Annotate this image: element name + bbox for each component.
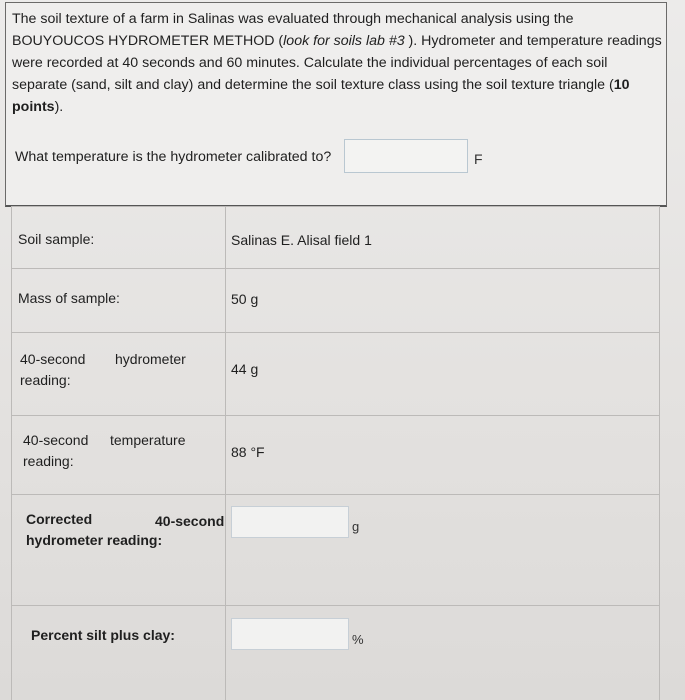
percent-silt-clay-unit: % <box>352 632 364 647</box>
hydrometer-value: 44 g <box>231 361 259 377</box>
intro-line-2-em: look for soils lab #3 <box>283 33 405 49</box>
mass-label: Mass of sample: <box>18 290 120 306</box>
table-cell-label <box>12 606 226 700</box>
hydrometer-label-c: reading: <box>20 372 71 388</box>
intro-line-2a: BOUYOUCOS HYDROMETER METHOD ( <box>12 33 284 49</box>
table-cell-value <box>226 207 660 269</box>
percent-silt-clay-label: Percent silt plus clay: <box>31 627 175 643</box>
temperature-question-label: What temperature is the hydrometer calibrated to? <box>15 149 332 165</box>
intro-line-4b: 10 <box>613 77 630 93</box>
intro-line-4a: separate (sand, silt and clay) and determine the soil texture class using the soil texture triangle ( <box>12 77 614 93</box>
table-row <box>12 606 660 700</box>
intro-line-1: The soil texture of a farm in Salinas was evaluated through mechanical analysis using the <box>12 11 574 27</box>
temperature-label-a: 40-second <box>23 432 89 448</box>
data-table <box>11 206 660 700</box>
hydrometer-label-a: 40-second <box>20 351 86 367</box>
question-text <box>12 8 662 118</box>
soil-sample-label: Soil sample: <box>18 231 95 247</box>
table-row <box>12 207 660 269</box>
corrected-reading-unit: g <box>352 519 360 534</box>
intro-line-2 <box>12 30 662 52</box>
table-cell-value <box>226 333 660 416</box>
intro-line-5-bold: points <box>12 99 55 115</box>
temperature-unit: F <box>474 151 483 167</box>
temperature-label-c: reading: <box>23 453 74 469</box>
table-cell-label <box>12 333 226 416</box>
table-row <box>12 416 660 495</box>
corrected-label-c: hydrometer reading: <box>26 532 163 548</box>
corrected-reading-input[interactable] <box>231 506 349 538</box>
soil-sample-value: Salinas E. Alisal field 1 <box>231 232 372 248</box>
hydrometer-label-b: hydrometer <box>115 351 186 367</box>
corrected-label-b: 40-second <box>155 513 225 529</box>
table-cell-value <box>226 606 660 700</box>
table-row <box>12 269 660 333</box>
intro-line-5-end: ). <box>54 99 64 115</box>
temperature-label-b: temperature <box>110 432 186 448</box>
temperature-value: 88 °F <box>231 444 265 460</box>
table-row <box>12 495 660 606</box>
intro-line-5 <box>12 96 662 118</box>
intro-line-2b: ). Hydrometer and temperature readings <box>404 33 662 49</box>
corrected-label-a: Corrected <box>26 511 93 527</box>
mass-value: 50 g <box>231 291 259 307</box>
table-cell-label <box>12 207 226 269</box>
table-cell-value <box>226 416 660 495</box>
temperature-input[interactable] <box>344 139 468 173</box>
intro-line-3: were recorded at 40 seconds and 60 minutes. Calculate the individual percentages of each soil <box>12 55 608 71</box>
table-cell-value <box>226 269 660 333</box>
table-cell-label <box>12 269 226 333</box>
percent-silt-clay-input[interactable] <box>231 618 349 650</box>
table-row <box>12 333 660 416</box>
table-cell-label <box>12 416 226 495</box>
table-cell-label <box>12 495 226 606</box>
table-cell-value <box>226 495 660 606</box>
intro-line-4 <box>12 74 662 96</box>
